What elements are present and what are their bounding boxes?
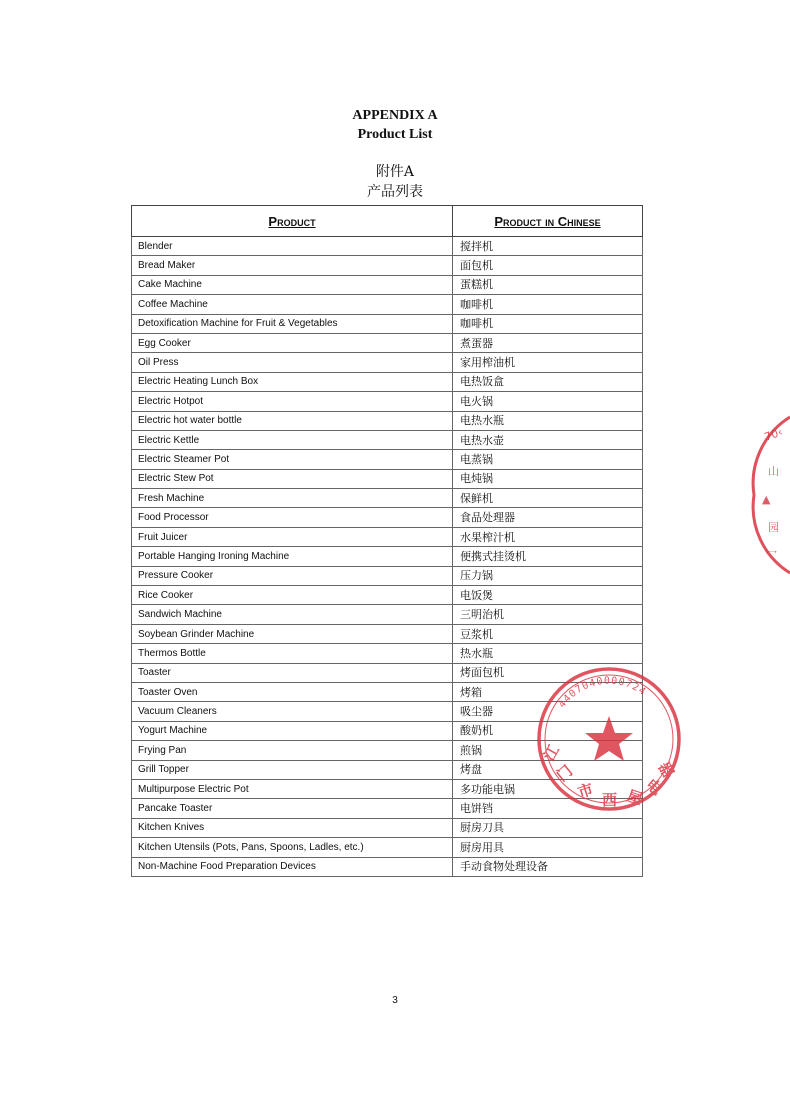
appendix-title-chinese: 附件A	[375, 164, 415, 180]
product-name-chinese-cell: 酸奶机	[453, 721, 643, 740]
product-name-chinese-cell: 便携式挂烫机	[453, 547, 643, 566]
table-row	[132, 489, 643, 508]
table-row	[132, 624, 643, 643]
product-name-chinese-cell: 电饭煲	[453, 586, 643, 605]
product-name-chinese-cell: 电火锅	[453, 392, 643, 411]
product-name-cell: Pancake Toaster	[132, 799, 453, 818]
product-name-chinese-cell: 家用榨油机	[453, 353, 643, 372]
table-row	[132, 275, 643, 294]
product-name-cell: Egg Cooker	[132, 333, 453, 352]
product-name-chinese-cell: 电饼铛	[453, 799, 643, 818]
svg-text:▲: ▲	[762, 493, 771, 506]
table-row	[132, 237, 643, 256]
product-name-cell: Oil Press	[132, 353, 453, 372]
table-row	[132, 818, 643, 837]
partial-seal-stamp-edge	[748, 405, 790, 585]
product-name-chinese-cell: 电蒸锅	[453, 450, 643, 469]
product-name-cell: Multipurpose Electric Pot	[132, 779, 453, 798]
product-name-cell: Yogurt Machine	[132, 721, 453, 740]
table-row	[132, 605, 643, 624]
product-name-cell: Electric Kettle	[132, 430, 453, 449]
table-row	[132, 857, 643, 876]
svg-text:70‹: 70‹	[762, 425, 785, 444]
product-name-chinese-cell: 厨房刀具	[453, 818, 643, 837]
product-name-cell: Coffee Machine	[132, 295, 453, 314]
page-number: 3	[392, 995, 398, 1006]
product-name-chinese-cell: 电热水瓶	[453, 411, 643, 430]
product-name-cell: Thermos Bottle	[132, 644, 453, 663]
product-name-cell: Soybean Grinder Machine	[132, 624, 453, 643]
product-name-chinese-cell: 保鲜机	[453, 489, 643, 508]
svg-text:市: 市	[575, 780, 596, 802]
product-name-cell: Detoxification Machine for Fruit & Vegetables	[132, 314, 453, 333]
product-name-cell: Blender	[132, 237, 453, 256]
product-name-cell: Sandwich Machine	[132, 605, 453, 624]
product-name-cell: Food Processor	[132, 508, 453, 527]
table-row	[132, 392, 643, 411]
product-name-cell: Grill Topper	[132, 760, 453, 779]
product-name-chinese-cell: 水果榨汁机	[453, 527, 643, 546]
svg-text:冖: 冖	[766, 547, 777, 560]
svg-text:屋: 屋	[624, 786, 645, 809]
product-name-cell: Electric hot water bottle	[132, 411, 453, 430]
table-row	[132, 566, 643, 585]
product-name-chinese-cell: 烤箱	[453, 682, 643, 701]
product-name-chinese-cell: 电热饭盒	[453, 372, 643, 391]
product-name-cell: Electric Hotpot	[132, 392, 453, 411]
product-name-cell: Toaster	[132, 663, 453, 682]
product-name-chinese-cell: 热水瓶	[453, 644, 643, 663]
product-name-chinese-cell: 煮蛋器	[453, 333, 643, 352]
product-name-cell: Frying Pan	[132, 741, 453, 760]
svg-text:西: 西	[602, 791, 618, 809]
table-row	[132, 295, 643, 314]
table-row	[132, 508, 643, 527]
svg-text:4407040000724: 4407040000724	[556, 675, 649, 711]
table-row	[132, 838, 643, 857]
table-row	[132, 469, 643, 488]
product-name-cell: Rice Cooker	[132, 586, 453, 605]
table-row	[132, 353, 643, 372]
table-row	[132, 372, 643, 391]
product-name-cell: Electric Heating Lunch Box	[132, 372, 453, 391]
svg-text:园: 园	[768, 521, 779, 534]
product-name-chinese-cell: 烤盘	[453, 760, 643, 779]
table-row	[132, 586, 643, 605]
table-row	[132, 450, 643, 469]
appendix-subtitle-chinese: 产品列表	[367, 184, 423, 200]
product-name-chinese-cell: 咖啡机	[453, 295, 643, 314]
product-name-cell: Non-Machine Food Preparation Devices	[132, 857, 453, 876]
product-name-chinese-cell: 蛋糕机	[453, 275, 643, 294]
table-row	[132, 430, 643, 449]
product-name-chinese-cell: 手动食物处理设备	[453, 857, 643, 876]
product-name-chinese-cell: 面包机	[453, 256, 643, 275]
product-name-chinese-cell: 三明治机	[453, 605, 643, 624]
product-name-chinese-cell: 厨房用具	[453, 838, 643, 857]
product-name-cell: Portable Hanging Ironing Machine	[132, 547, 453, 566]
product-name-cell: Cake Machine	[132, 275, 453, 294]
product-name-cell: Bread Maker	[132, 256, 453, 275]
product-name-chinese-cell: 煎锅	[453, 741, 643, 760]
product-name-chinese-cell: 食品处理器	[453, 508, 643, 527]
product-name-chinese-cell: 搅拌机	[453, 237, 643, 256]
svg-text:门: 门	[553, 761, 577, 786]
product-name-cell: Toaster Oven	[132, 682, 453, 701]
product-name-cell: Electric Stew Pot	[132, 469, 453, 488]
svg-text:电: 电	[642, 775, 666, 799]
product-name-cell: Vacuum Cleaners	[132, 702, 453, 721]
table-row	[132, 547, 643, 566]
svg-text:山: 山	[768, 465, 779, 478]
product-name-cell: Fruit Juicer	[132, 527, 453, 546]
table-header-row	[132, 206, 643, 237]
product-name-chinese-cell: 多功能电锅	[453, 779, 643, 798]
table-row	[132, 644, 643, 663]
product-name-cell: Pressure Cooker	[132, 566, 453, 585]
product-name-chinese-cell: 吸尘器	[453, 702, 643, 721]
appendix-title: APPENDIX A	[352, 108, 438, 123]
svg-text:江: 江	[539, 741, 563, 764]
product-name-chinese-cell: 烤面包机	[453, 663, 643, 682]
product-name-chinese-cell: 压力锅	[453, 566, 643, 585]
product-name-cell: Electric Steamer Pot	[132, 450, 453, 469]
table-row	[132, 527, 643, 546]
company-seal-stamp	[534, 664, 684, 814]
product-name-chinese-cell: 电炖锅	[453, 469, 643, 488]
product-name-chinese-cell: 电热水壶	[453, 430, 643, 449]
table-row	[132, 411, 643, 430]
table-row	[132, 333, 643, 352]
product-name-chinese-cell: 豆浆机	[453, 624, 643, 643]
table-row	[132, 314, 643, 333]
appendix-subtitle: Product List	[357, 127, 433, 142]
product-name-cell: Fresh Machine	[132, 489, 453, 508]
svg-text:器: 器	[654, 759, 678, 782]
header-product-chinese: Product in Chinese	[453, 206, 643, 237]
product-name-chinese-cell: 咖啡机	[453, 314, 643, 333]
product-name-cell: Kitchen Utensils (Pots, Pans, Spoons, Ladles, etc.)	[132, 838, 453, 857]
table-row	[132, 256, 643, 275]
header-product: Product	[132, 206, 453, 237]
product-name-cell: Kitchen Knives	[132, 818, 453, 837]
